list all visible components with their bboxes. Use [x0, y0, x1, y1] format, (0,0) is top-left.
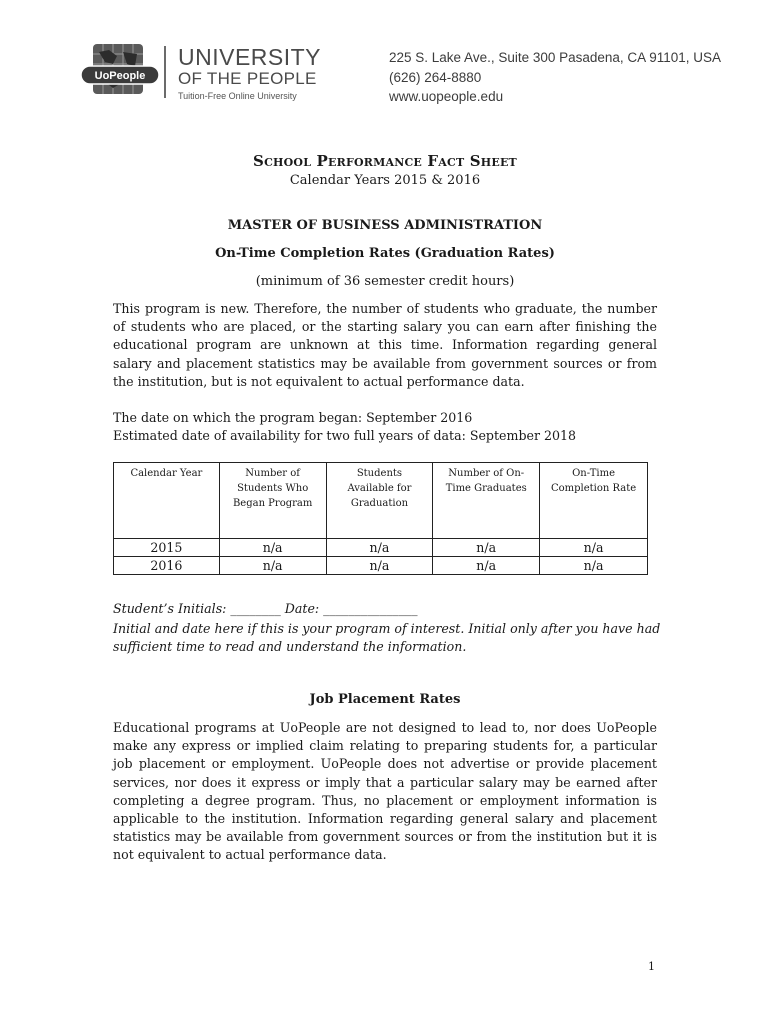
phone: (626) 264-8880	[389, 69, 482, 85]
column-header: Number of On-Time Graduates	[433, 463, 540, 539]
table-cell: n/a	[326, 539, 433, 557]
initials-instruction: Initial and date here if this is your program of interest. Initial only after you have had sufficient time to read and understand the information.	[113, 621, 661, 654]
job-placement-heading: Job Placement Rates	[309, 692, 461, 707]
contact-block	[389, 48, 721, 107]
logo-divider	[164, 46, 166, 98]
column-header: On-Time Completion Rate	[540, 463, 648, 539]
table-cell: n/a	[433, 539, 540, 557]
column-header: Number of Students Who Began Program	[219, 463, 326, 539]
column-header: Students Available for Graduation	[326, 463, 433, 539]
table-cell: n/a	[219, 557, 326, 575]
calendar-years: Calendar Years 2015 & 2016	[289, 173, 481, 188]
logo-badge-text: UoPeople	[94, 70, 146, 82]
column-header: Calendar Year	[114, 463, 220, 539]
job-placement-paragraph: Educational programs at UoPeople are not designed to lead to, nor does UoPeople make any express or implied claim relating to preparing students for, a particular job placement or employment. UoPeople does not advertise or provide placement services, nor does it express or imply that a particular salary may be earned after completing a degree program. Thus, no placement or employment information is applicable to the institution. Information regarding general salary and placement statistics may be available from government sources or from the institution but it is not equivalent to actual performance data.	[113, 720, 657, 863]
document-title: School Performance Fact Sheet	[253, 152, 517, 170]
website-link[interactable]: www.uopeople.edu	[389, 89, 504, 104]
university-name	[178, 46, 321, 102]
tagline: Tuition-Free Online University	[178, 91, 297, 101]
minimum-credits: (minimum of 36 semester credit hours)	[255, 274, 515, 289]
table-cell: n/a	[326, 557, 433, 575]
table-row	[114, 557, 648, 575]
table-cell: n/a	[219, 539, 326, 557]
table-cell: n/a	[540, 557, 648, 575]
program-name: MASTER OF BUSINESS ADMINISTRATION	[227, 218, 543, 233]
uopeople-logo	[79, 42, 161, 102]
initials-date-field[interactable]: Student’s Initials: ________ Date: _______________	[113, 601, 418, 616]
org-line-1: UNIVERSITY	[178, 44, 322, 70]
table-cell: 2016	[114, 557, 220, 575]
table-row	[114, 539, 648, 557]
table-cell: n/a	[433, 557, 540, 575]
table-cell: n/a	[540, 539, 648, 557]
address: 225 S. Lake Ave., Suite 300 Pasadena, CA 91101, USA	[389, 50, 721, 65]
completion-rates-table	[113, 462, 648, 575]
table-header-row	[114, 463, 648, 539]
completion-rates-heading: On-Time Completion Rates (Graduation Rates)	[215, 246, 555, 261]
program-start-date: The date on which the program began: September 2016	[113, 410, 473, 425]
table-cell: 2015	[114, 539, 220, 557]
data-availability-date: Estimated date of availability for two full years of data: September 2018	[113, 428, 577, 443]
org-line-2: OF THE PEOPLE	[178, 69, 317, 88]
intro-paragraph: This program is new. Therefore, the number of students who graduate, the number of students who are placed, or the starting salary you can earn after finishing the educational program are unknown at this time. Information regarding general salary and placement statistics may be available from government sources or from the institution, but is not equivalent to actual performance data.	[113, 301, 657, 389]
page-number: 1	[648, 960, 655, 973]
